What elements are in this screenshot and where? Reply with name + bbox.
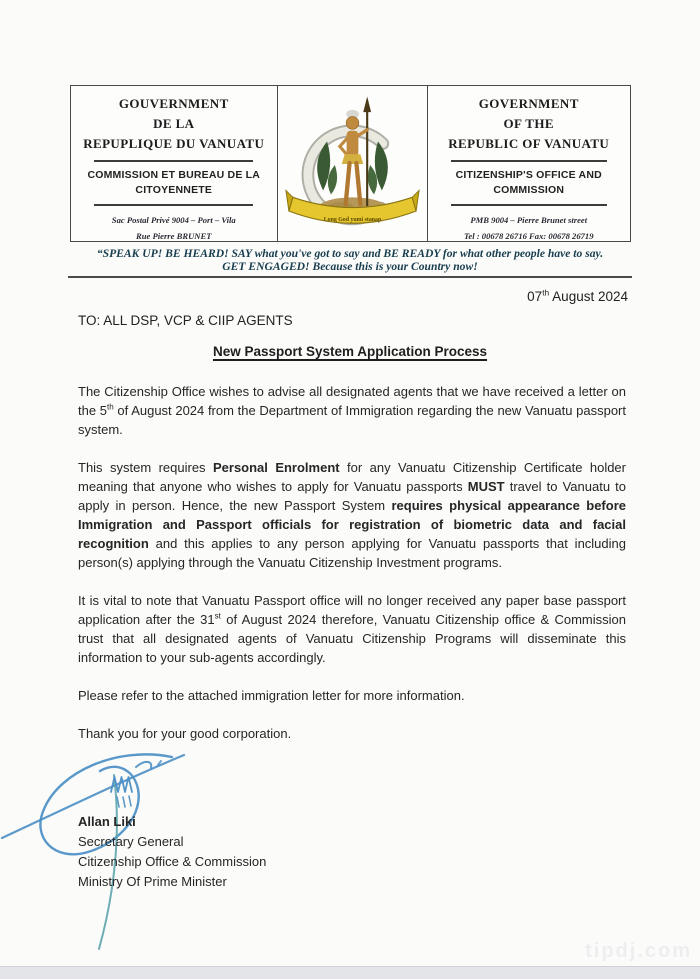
department-title-en: CITIZENSHIP'S OFFICE AND COMMISSION — [455, 169, 602, 197]
signer-ministry: Ministry Of Prime Minister — [78, 874, 227, 889]
slogan-underline — [68, 276, 632, 278]
paragraph-3: It is vital to note that Vanuatu Passport office will no longer received any paper base passport application after the 31st of August 2024 therefore, Vanuatu Citizenship office & Commission trust that all designated agents of Vanuatu Citizenship Programs will disseminate this information to your sub-agents accordingly. — [78, 593, 626, 665]
signer-title: Secretary General — [78, 834, 184, 849]
closing-line-1: Please refer to the attached immigration letter for more information. — [78, 688, 465, 703]
slogan-line-2: GET ENGAGED! Because this is your Country now! — [222, 260, 478, 274]
letterhead-french — [71, 86, 278, 241]
closing-line-2: Thank you for your good corporation. — [78, 726, 292, 741]
letterhead-english — [428, 86, 631, 241]
subject-wrap — [0, 343, 700, 361]
paragraph-2: This system requires Personal Enrolment for any Vanuatu Citizenship Certificate holder meaning that anyone who wishes to apply for Vanuatu passports MUST travel to Vanuatu to apply in person. Hence, the new Passport System requires physical appearance before Immigration and Passport officials for registration of biometric data and facial recognition and this applies to any person applying for Vanuatu passports that including person(s) applying through the Vanuatu Citizenship Investment programs. — [78, 460, 626, 570]
signer-office: Citizenship Office & Commission — [78, 854, 267, 869]
motto-text: Long God yumi stanap — [323, 216, 381, 223]
letter-date: 07th August 2024 — [527, 287, 628, 304]
letterhead-emblem-cell — [278, 86, 428, 241]
vanuatu-coat-of-arms-icon — [284, 91, 421, 241]
addressee-line: TO: ALL DSP, VCP & CIIP AGENTS — [78, 313, 293, 328]
signoff-block — [78, 812, 266, 892]
signer-name: Allan Liki — [78, 814, 136, 829]
slogan-line-1: “SPEAK UP! BE HEARD! SAY what you've got to say and BE READY for what other people have to say. — [96, 247, 604, 260]
letterhead — [70, 85, 631, 242]
bottom-strip — [0, 966, 700, 979]
slogan — [40, 247, 660, 274]
separator-line — [94, 160, 253, 162]
separator-line — [451, 160, 607, 162]
paragraph-1: The Citizenship Office wishes to advise all designated agents that we have received a letter on the 5th of August 2024 from the Department of Immigration regarding the new Vanuatu passport system. — [78, 384, 626, 437]
address-en: PMB 9004 – Pierre Brunet street Tel : 00678 26716 Fax: 00678 26719 — [463, 214, 594, 242]
government-title-fr: GOUVERNMENT DE LA REPUPLIQUE DU VANUATU — [83, 96, 265, 152]
watermark: tipdj.com — [585, 940, 692, 962]
separator-line — [451, 204, 607, 206]
department-title-fr: COMMISSION ET BUREAU DE LA CITOYENNETE — [87, 169, 261, 197]
address-fr: Sac Postal Privé 9004 – Port – Vila Rue Pierre BRUNET — [111, 214, 236, 242]
separator-line — [94, 204, 253, 206]
subject-title: New Passport System Application Process — [212, 344, 488, 359]
letter-body — [78, 382, 626, 762]
government-title-en: GOVERNMENT OF THE REPUBLIC OF VANUATU — [448, 96, 610, 152]
